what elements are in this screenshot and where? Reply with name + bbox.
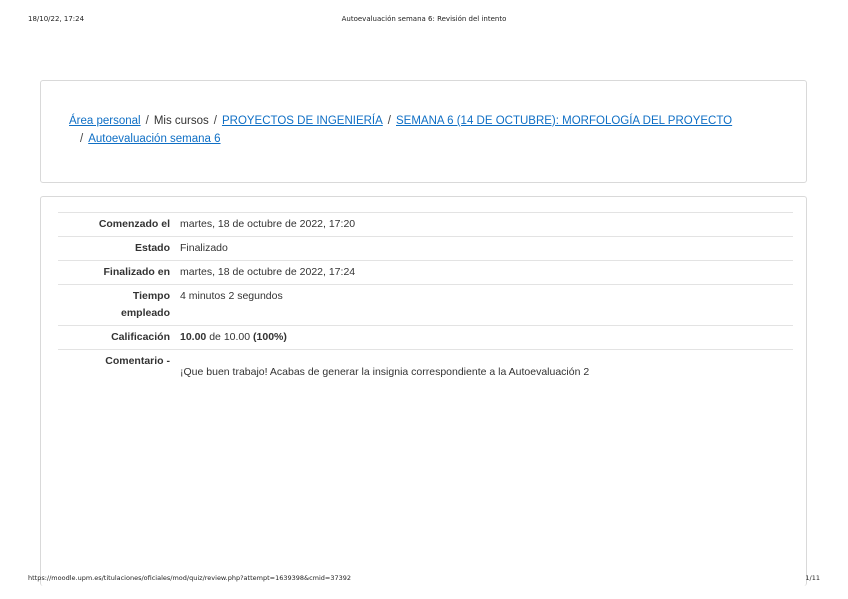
print-page-number: 1/11 bbox=[805, 574, 820, 582]
finished-value: martes, 18 de octubre de 2022, 17:24 bbox=[180, 266, 356, 278]
print-page-title: Autoevaluación semana 6: Revisión del intento bbox=[341, 15, 507, 23]
breadcrumb bbox=[69, 112, 759, 148]
summary-row-finished bbox=[58, 261, 793, 285]
grade-value bbox=[176, 326, 793, 350]
started-value: martes, 18 de octubre de 2022, 17:20 bbox=[180, 218, 356, 230]
breadcrumb-link-week[interactable]: SEMANA 6 (14 DE OCTUBRE): MORFOLOGÍA DEL PROYECTO bbox=[396, 115, 733, 127]
breadcrumb-separator: / bbox=[387, 115, 391, 127]
time-value: 4 minutos 2 segundos bbox=[180, 290, 283, 302]
breadcrumb-link-quiz[interactable]: Autoevaluación semana 6 bbox=[88, 133, 221, 145]
print-url: https://moodle.upm.es/titulaciones/oficiales/mod/quiz/review.php?attempt=1639398&cmid=37392 bbox=[28, 574, 352, 582]
summary-row-state bbox=[58, 237, 793, 261]
grade-score: 10.00 bbox=[180, 331, 207, 343]
breadcrumb-separator: / bbox=[80, 133, 84, 145]
time-label: Tiempo empleado bbox=[120, 290, 170, 319]
grade-of: de bbox=[209, 331, 221, 343]
summary-row-started bbox=[58, 213, 793, 237]
quiz-review-card bbox=[40, 196, 807, 586]
summary-row-time bbox=[58, 285, 793, 326]
summary-row-grade bbox=[58, 326, 793, 350]
summary-row-comment bbox=[58, 350, 793, 385]
breadcrumb-link-course[interactable]: PROYECTOS DE INGENIERÍA bbox=[221, 115, 383, 127]
grade-label: Calificación bbox=[111, 331, 170, 343]
grade-percent: (100%) bbox=[253, 331, 287, 343]
breadcrumb-separator: / bbox=[145, 115, 149, 127]
state-label: Estado bbox=[134, 242, 170, 254]
breadcrumb-card bbox=[40, 80, 807, 183]
breadcrumb-separator: / bbox=[213, 115, 217, 127]
finished-label: Finalizado en bbox=[103, 266, 170, 278]
comment-value: ¡Que buen trabajo! Acabas de generar la insignia correspondiente a la Autoevaluación 2 bbox=[180, 366, 590, 378]
grade-max: 10.00 bbox=[223, 331, 251, 343]
breadcrumb-item-mis-cursos: Mis cursos bbox=[153, 115, 209, 127]
comment-label: Comentario - bbox=[105, 355, 170, 367]
breadcrumb-link-area-personal[interactable]: Área personal bbox=[69, 115, 141, 127]
started-label: Comenzado el bbox=[98, 218, 170, 230]
state-value: Finalizado bbox=[180, 242, 228, 254]
attempt-summary-table bbox=[58, 212, 793, 384]
print-datetime: 18/10/22, 17:24 bbox=[28, 15, 85, 23]
